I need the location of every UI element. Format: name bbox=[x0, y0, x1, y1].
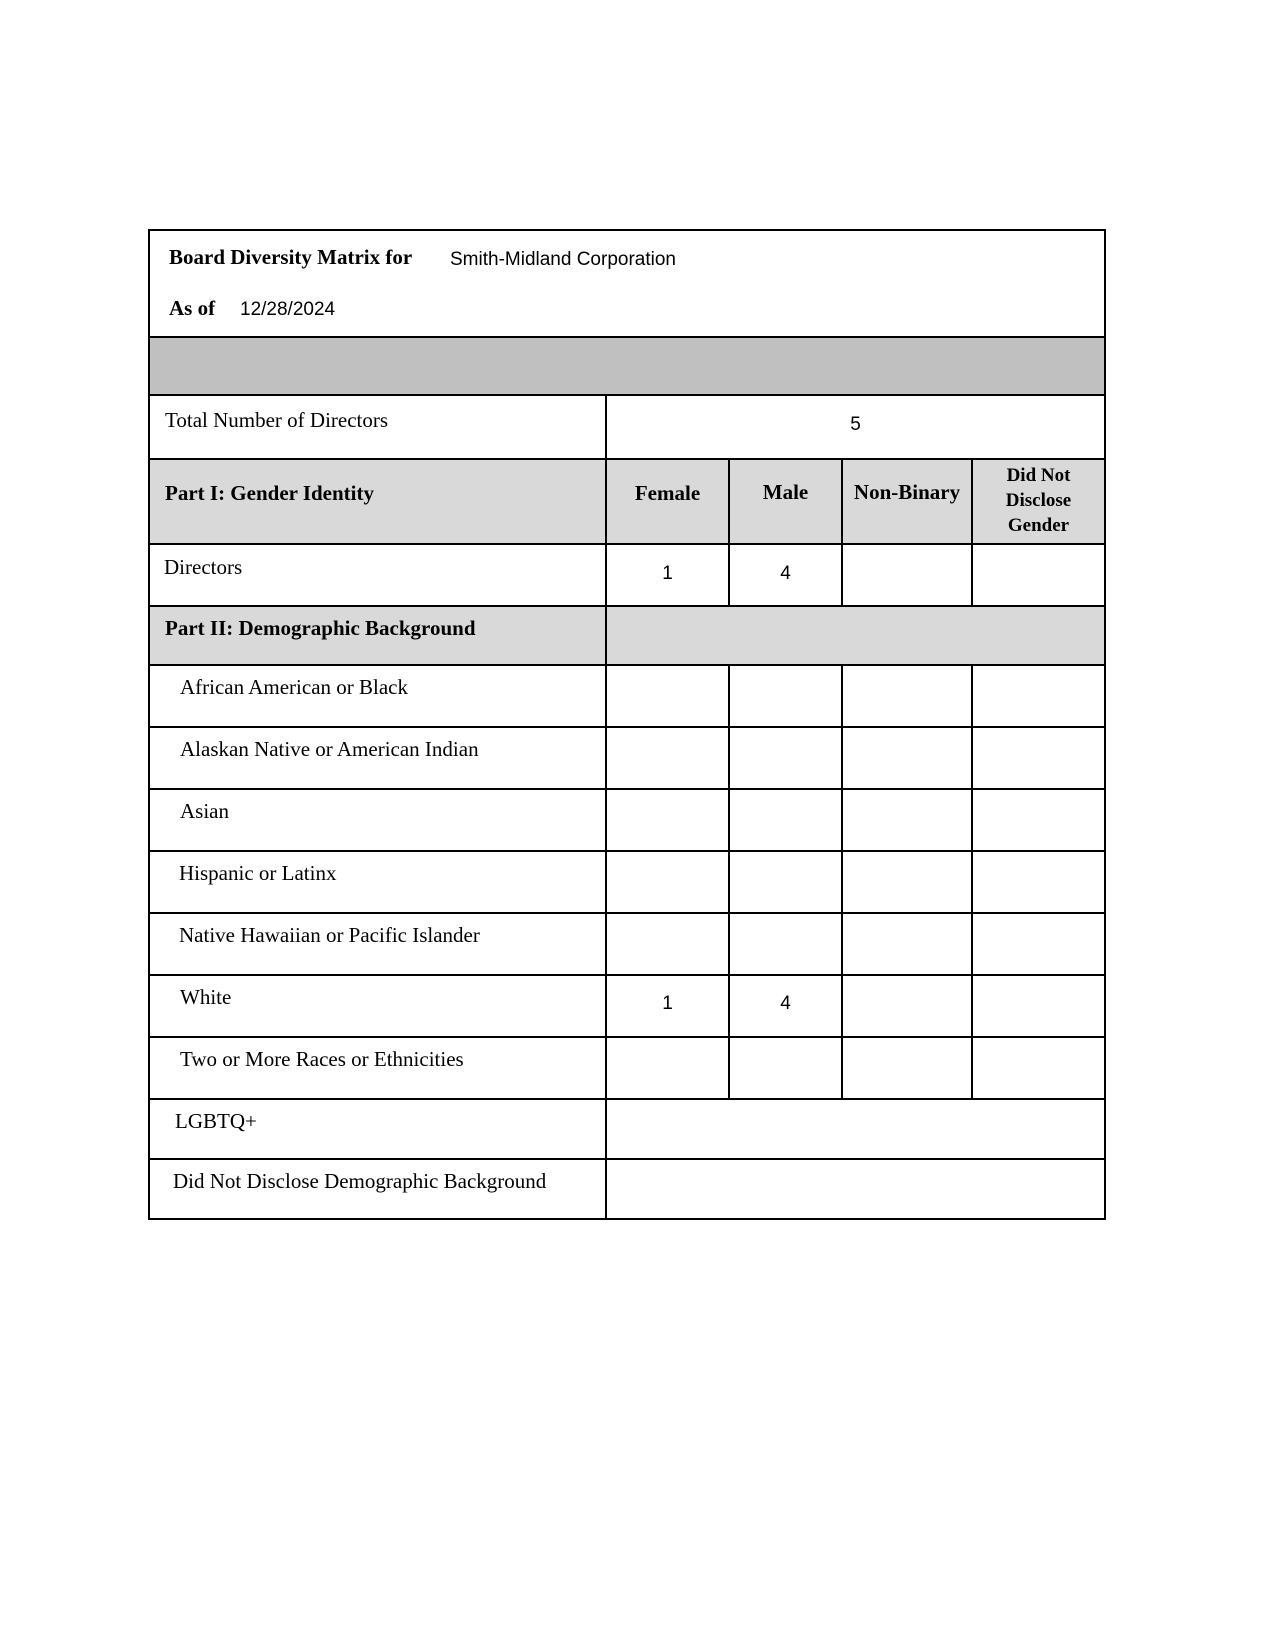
row-label-native-hawaiian: Native Hawaiian or Pacific Islander bbox=[179, 923, 480, 947]
as-of-date: 12/28/2024 bbox=[240, 299, 336, 320]
column-header-male: Male bbox=[762, 480, 809, 504]
directors-female-value: 1 bbox=[662, 563, 673, 584]
column-header-non-binary: Non-Binary bbox=[853, 480, 961, 504]
separator-band bbox=[150, 337, 1104, 395]
row-divider bbox=[150, 726, 1104, 728]
directors-row-label: Directors bbox=[164, 555, 243, 579]
row-divider bbox=[150, 458, 1104, 460]
row-label-alaskan-native: Alaskan Native or American Indian bbox=[180, 737, 479, 761]
row-divider bbox=[150, 394, 1104, 396]
row-label-two-or-more-races: Two or More Races or Ethnicities bbox=[180, 1047, 464, 1071]
did-not-disclose-demographic-label: Did Not Disclose Demographic Background bbox=[173, 1169, 547, 1193]
white-male-value: 4 bbox=[780, 993, 791, 1014]
company-name: Smith-Midland Corporation bbox=[450, 249, 676, 270]
total-directors-label: Total Number of Directors bbox=[165, 408, 389, 432]
row-divider bbox=[150, 974, 1104, 976]
row-divider bbox=[150, 1158, 1104, 1160]
row-divider bbox=[150, 1036, 1104, 1038]
row-divider bbox=[150, 912, 1104, 914]
matrix-title-label: Board Diversity Matrix for bbox=[169, 245, 413, 269]
total-directors-value: 5 bbox=[850, 414, 861, 435]
board-diversity-matrix bbox=[148, 229, 1106, 1220]
row-label-hispanic: Hispanic or Latinx bbox=[179, 861, 337, 885]
column-divider bbox=[728, 664, 730, 1098]
row-label-asian: Asian bbox=[180, 799, 229, 823]
column-header-female: Female bbox=[634, 481, 701, 505]
column-header-did-not-disclose-gender: Did Not Disclose Gender bbox=[1005, 465, 1072, 536]
column-divider bbox=[841, 664, 843, 1098]
as-of-label: As of bbox=[169, 296, 216, 320]
row-divider bbox=[150, 788, 1104, 790]
column-divider bbox=[605, 394, 607, 1218]
row-divider bbox=[150, 1098, 1104, 1100]
part1-title: Part I: Gender Identity bbox=[165, 481, 375, 505]
column-divider bbox=[971, 664, 973, 1098]
row-divider bbox=[150, 543, 1104, 545]
part2-title: Part II: Demographic Background bbox=[165, 616, 476, 640]
row-divider bbox=[150, 664, 1104, 666]
row-divider bbox=[150, 850, 1104, 852]
directors-male-value: 4 bbox=[780, 563, 791, 584]
lgbtq-label: LGBTQ+ bbox=[175, 1109, 257, 1133]
white-female-value: 1 bbox=[662, 993, 673, 1014]
row-label-white: White bbox=[180, 985, 232, 1009]
row-label-african-american: African American or Black bbox=[180, 675, 408, 699]
row-divider bbox=[150, 605, 1104, 607]
row-divider bbox=[150, 336, 1104, 338]
